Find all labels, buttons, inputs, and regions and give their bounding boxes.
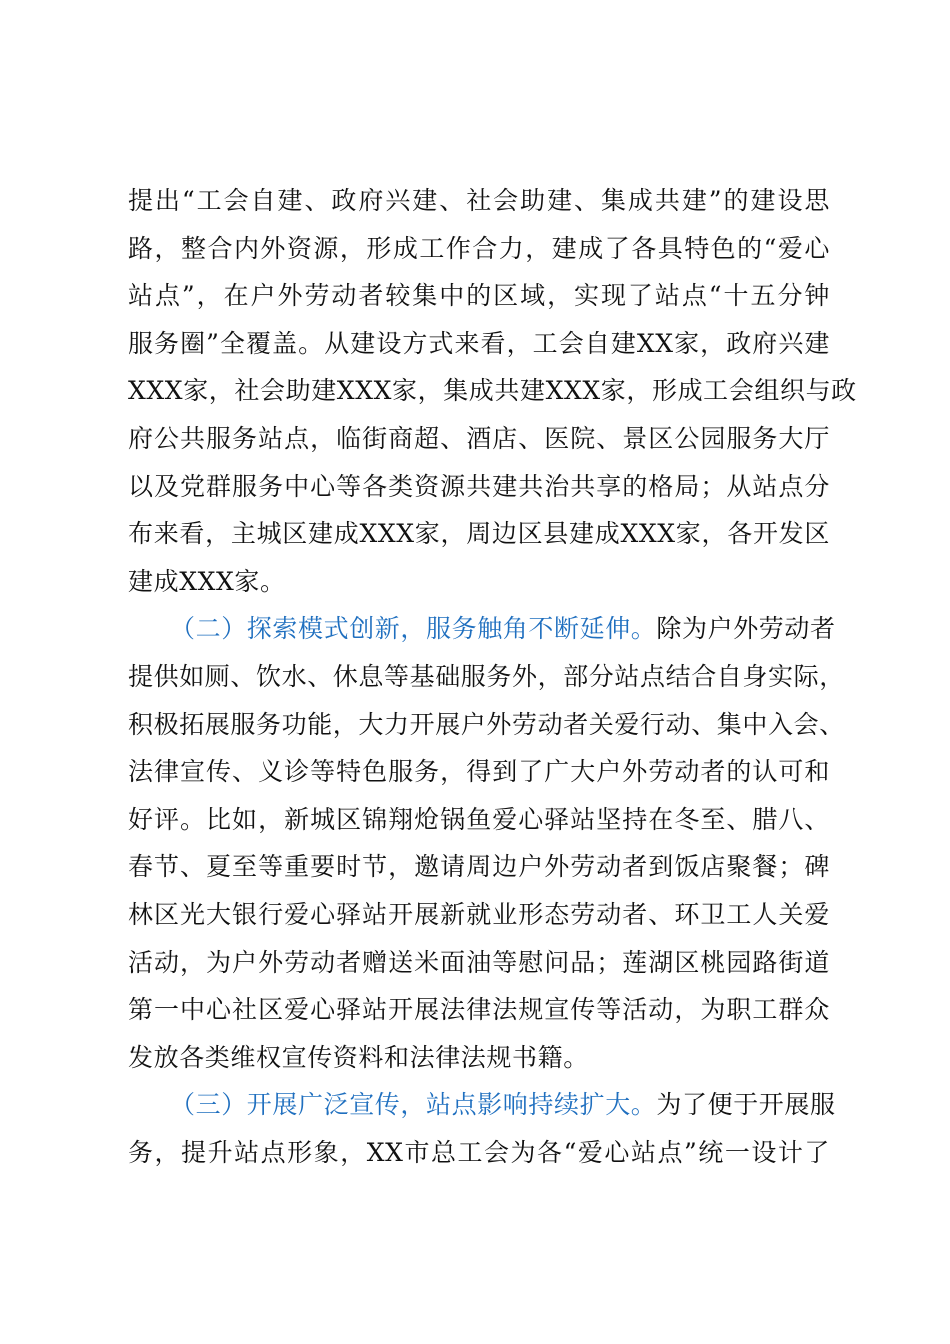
section-heading: （二）探索模式创新，服务触角不断延伸。 xyxy=(170,614,657,644)
text-line: 建成XXX家。 xyxy=(128,566,286,596)
text-line: 活动，为户外劳动者赠送米面油等慰问品；莲湖区桃园路街道 xyxy=(128,947,830,977)
text-line: 第一中心社区爱心驿站开展法律法规宣传等活动，为职工群众 xyxy=(128,995,830,1025)
text-line: 府公共服务站点，临街商超、酒店、医院、景区公园服务大厅 xyxy=(128,423,830,453)
text-line: 务，提升站点形象，XX市总工会为各“爱心站点”统一设计了 xyxy=(128,1137,830,1167)
text-line: 提出“工会自建、政府兴建、社会助建、集成共建”的建设思 xyxy=(128,186,830,215)
text-line: 服务圈”全覆盖。从建设方式来看，工会自建XX家，政府兴建 xyxy=(128,328,830,358)
text-line: 积极拓展服务功能，大力开展户外劳动者关爱行动、集中入会、 xyxy=(128,709,845,739)
document-body xyxy=(128,177,857,1176)
text-line: 春节、夏至等重要时节，邀请周边户外劳动者到饭店聚餐；碑 xyxy=(128,852,830,882)
text-line: 路，整合内外资源，形成工作合力，建成了各具特色的“爱心 xyxy=(128,233,830,263)
paragraph-3 xyxy=(128,1081,836,1176)
paragraph-1 xyxy=(128,177,857,605)
text-line: 林区光大银行爱心驿站开展新就业形态劳动者、环卫工人关爱 xyxy=(128,899,830,929)
text-line: 提供如厕、饮水、休息等基础服务外，部分站点结合自身实际， xyxy=(128,661,845,691)
text-line: 布来看，主城区建成XXX家，周边区县建成XXX家，各开发区 xyxy=(128,519,830,549)
text-line: 以及党群服务中心等各类资源共建共治共享的格局；从站点分 xyxy=(128,471,830,501)
text-run: 除为户外劳动者 xyxy=(656,614,836,644)
first-line xyxy=(128,605,836,653)
section-heading: （三）开展广泛宣传，站点影响持续扩大。 xyxy=(170,1090,657,1120)
text-line: XXX家，社会助建XXX家，集成共建XXX家，形成工会组织与政 xyxy=(128,376,857,406)
text-line: 发放各类维权宣传资料和法律法规书籍。 xyxy=(128,1042,589,1072)
text-line: 站点”，在户外劳动者较集中的区域，实现了站点“十五分钟 xyxy=(128,281,830,311)
first-line xyxy=(128,1081,836,1129)
paragraph-2 xyxy=(128,605,845,1081)
text-run: 为了便于开展服 xyxy=(656,1090,836,1120)
text-line: 法律宣传、义诊等特色服务，得到了广大户外劳动者的认可和 xyxy=(128,757,830,787)
text-line: 好评。比如，新城区锦翔炝锅鱼爱心驿站坚持在冬至、腊八、 xyxy=(128,804,830,834)
